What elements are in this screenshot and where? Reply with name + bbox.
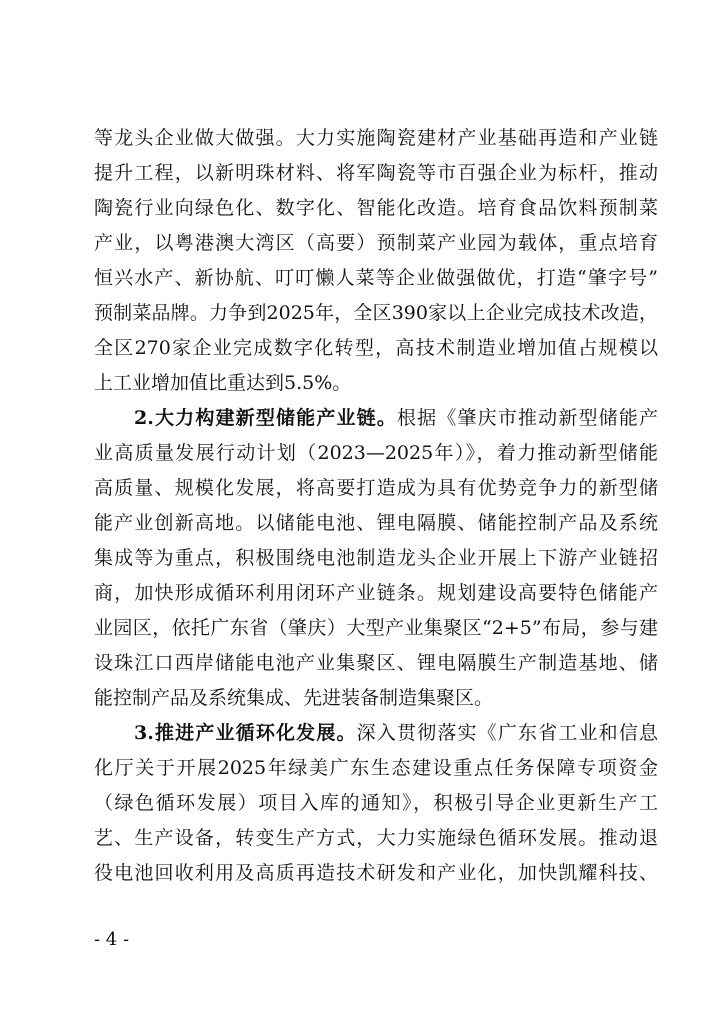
text-line: 艺、生产设备，转变生产方式，大力实施绿色循环发展。推动退 [94, 827, 658, 849]
text-line: 预制菜品牌。力争到2025年，全区390家以上企业完成技术改造， [94, 302, 658, 324]
text-line: 业高质量发展行动计划（2023—2025年）》，着力推动新型储能 [94, 442, 658, 464]
section-first-line [134, 719, 658, 747]
text-line: 能产业创新高地。以储能电池、锂电隔膜、储能控制产品及系统 [94, 512, 658, 534]
text-line: 化厅关于开展2025年绿美广东生态建设重点任务保障专项资金 [94, 757, 658, 779]
section-heading: 3.推进产业循环化发展。 [134, 722, 357, 744]
section-first-line [134, 404, 658, 432]
text-line: 集成等为重点，积极围绕电池制造龙头企业开展上下游产业链招 [94, 547, 658, 569]
text-line: 等龙头企业做大做强。大力实施陶瓷建材产业基础再造和产业链 [94, 127, 658, 149]
text-line: 上工业增加值比重达到5.5%。 [94, 372, 352, 394]
text-line: 业园区，依托广东省（肇庆）大型产业集聚区“2+5”布局，参与建 [94, 617, 658, 639]
text-line: 产业，以粤港澳大湾区（高要）预制菜产业园为载体，重点培育 [94, 232, 658, 254]
text-span: 深入贯彻落实《广东省工业和信息 [356, 722, 658, 744]
text-line: 设珠江口西岸储能电池产业集聚区、锂电隔膜生产制造基地、储 [94, 652, 658, 674]
page-number: - 4 - [94, 929, 130, 950]
text-span: 根据《肇庆市推动新型储能产 [397, 407, 658, 429]
section-heading: 2.大力构建新型储能产业链。 [134, 407, 397, 429]
text-line: 商，加快形成循环利用闭环产业链条。规划建设高要特色储能产 [94, 582, 658, 604]
text-line: 高质量、规模化发展，将高要打造成为具有优势竞争力的新型储 [94, 477, 658, 499]
text-line: 役电池回收利用及高质再造技术研发和产业化，加快凯耀科技、 [94, 862, 658, 884]
text-line: （绿色循环发展）项目入库的通知》，积极引导企业更新生产工 [94, 792, 658, 814]
text-line: 提升工程，以新明珠材料、将军陶瓷等市百强企业为标杆，推动 [94, 162, 658, 184]
text-line: 陶瓷行业向绿色化、数字化、智能化改造。培育食品饮料预制菜 [94, 197, 658, 219]
text-line: 全区270家企业完成数字化转型，高技术制造业增加值占规模以 [94, 337, 658, 359]
text-line: 能控制产品及系统集成、先进装备制造集聚区。 [94, 687, 494, 709]
text-line: 恒兴水产、新协航、叮叮懒人菜等企业做强做优，打造“肇字号” [94, 267, 658, 289]
